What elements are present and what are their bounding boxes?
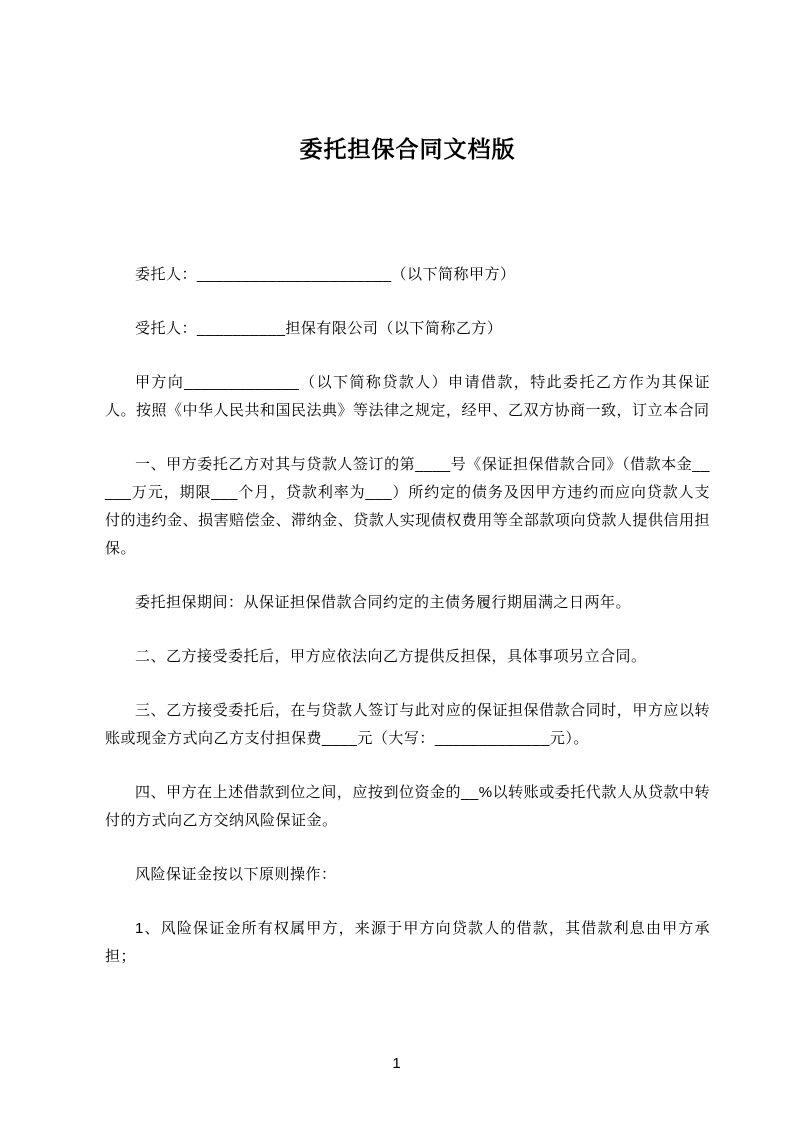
- document-body: [105, 261, 710, 971]
- paragraph-risk-deposit-heading: 风险保证金按以下原则操作：: [135, 866, 337, 883]
- paragraph-risk-deposit-item-1: 1、风险保证金所有权属甲方，来源于甲方向贷款人的借款，其借款利息由甲方承担；: [105, 920, 710, 965]
- document-title: 委托担保合同文档版: [299, 136, 516, 162]
- paragraph-principal: 委托人：______________________（以下简称甲方）: [135, 266, 516, 283]
- paragraph-trustee: 受托人：__________担保有限公司（以下简称乙方）: [135, 320, 503, 337]
- paragraph-guarantee-period: 委托担保期间：从保证担保借款合同约定的主债务履行期届满之日两年。: [135, 594, 632, 611]
- paragraph-clause-1: 一、甲方委托乙方对其与贷款人签订的第____号《保证担保借款合同》（借款本金_____万元，期限___个月，贷款利率为___）所约定的债务及因甲方违约而应向贷款人支付的违约金、损害赔偿金、滞纳金、贷款人实现债权费用等全部款项向贷款人提供信用担保。: [105, 456, 710, 557]
- paragraph-clause-3: 三、乙方接受委托后，在与贷款人签订与此对应的保证担保借款合同时，甲方应以转账或现金方式向乙方支付担保费____元（大写：_____________元）。: [105, 702, 710, 747]
- page-number: 1: [392, 1055, 401, 1072]
- paragraph-clause-4: 四、甲方在上述借款到位之间，应按到位资金的__%以转账或委托代款人从贷款中转付的方式向乙方交纳风险保证金。: [105, 784, 710, 829]
- paragraph-clause-2: 二、乙方接受委托后，甲方应依法向乙方提供反担保，具体事项另立合同。: [135, 648, 647, 665]
- paragraph-preamble: 甲方向_____________（以下简称贷款人）申请借款，特此委托乙方作为其保证人。按照《中华人民共和国民法典》等法律之规定，经甲、乙双方协商一致，订立本合同: [105, 374, 710, 419]
